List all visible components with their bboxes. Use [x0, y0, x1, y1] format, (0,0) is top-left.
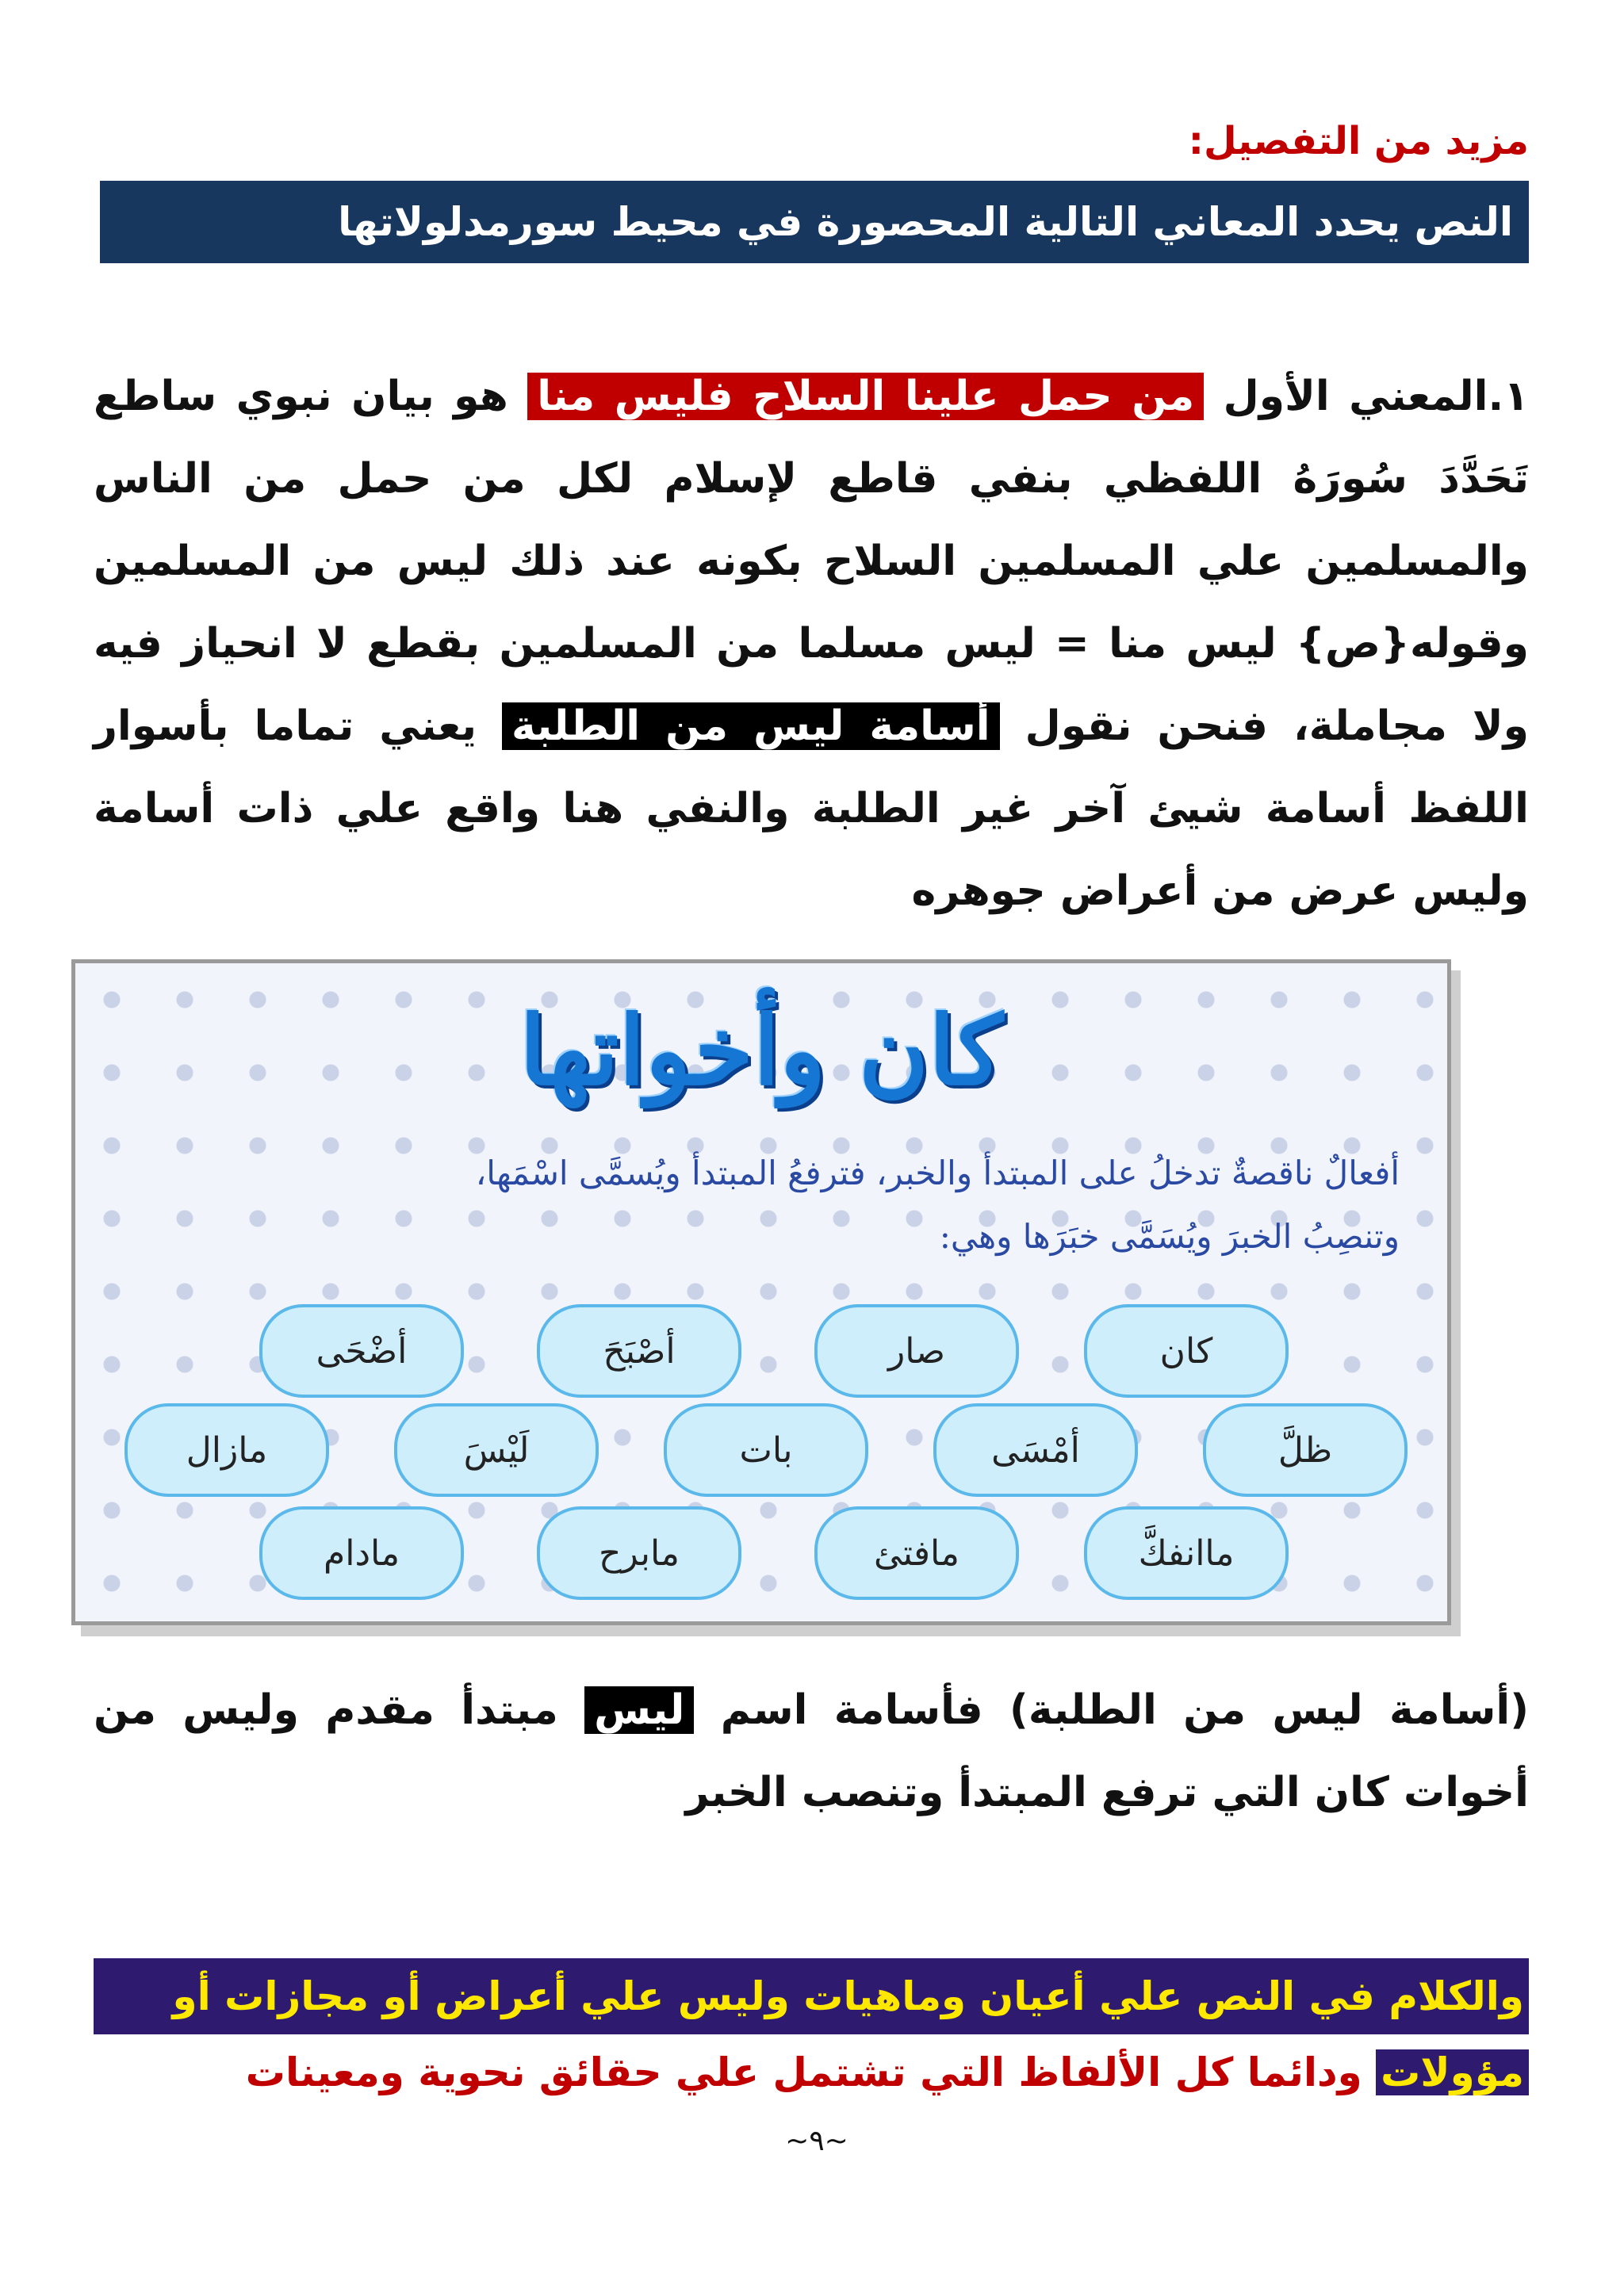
laysa-highlight: ليس: [584, 1686, 694, 1734]
para3-line2: [94, 2034, 1529, 2110]
para3-line1: والكلام في النص علي أعيان وماهيات وليس علي أعراض أو مجازات أو: [94, 1958, 1529, 2034]
page-number: ~٩~: [785, 2125, 848, 2157]
verb-cloud: لَيْسَ: [394, 1403, 599, 1497]
verb-cloud: أصْبَحَ: [537, 1304, 741, 1398]
figure-definition-line2: وتنصِبُ الخبرَ ويُسَمَّى خبَرَها وهي:: [939, 1217, 1400, 1256]
verb-cloud: أضْحَى: [259, 1304, 464, 1398]
verb-cloud: مازال: [124, 1403, 329, 1497]
figure-definition-line1: أفعالٌ ناقصةٌ تدخلُ على المبتدأ والخبر، فترفعُ المبتدأ ويُسمَّى اسْمَها،: [475, 1154, 1400, 1192]
para2-before: (أسامة ليس من الطلبة) فأسامة اسم: [694, 1686, 1529, 1734]
section-heading: مزيد من التفصيل:: [1188, 119, 1529, 163]
verb-cloud: مادام: [259, 1506, 464, 1600]
paragraph-2: [94, 1669, 1529, 1834]
figure-title: كان وأخواتها: [519, 995, 1003, 1107]
verb-cloud: صار: [814, 1304, 1019, 1398]
subtitle-banner: [100, 181, 1529, 263]
verb-cloud: كان: [1084, 1304, 1289, 1398]
verb-cloud: ماانفكَّ: [1084, 1506, 1289, 1600]
example-highlight: أسامة ليس من الطلبة: [502, 702, 1000, 750]
verb-cloud: بات: [664, 1403, 868, 1497]
verb-cloud: ظلَّ: [1203, 1403, 1408, 1497]
kana-sisters-figure: [71, 959, 1451, 1625]
verb-cloud: مابرح: [537, 1506, 741, 1600]
para1-middle: هو بيان نبوي ساطع تَحَدَّدَ سُورَهُ اللفظي بنفي قاطع لإسلام لكل من حمل من الناس والمسلمين علي المسلمين السلاح بكونه عند ذلك ليس من المسلمين وقوله{ص} ليس منا = ليس مسلما من المسلمين بقطع لا انحياز فيه ولا مجاملة، فنحن نقول: [94, 373, 1529, 750]
hadith-highlight: من حمل علينا السلاح فليس منا: [527, 373, 1204, 420]
paragraph-3: [94, 1958, 1529, 2110]
para1-after: يعني تماما بأسوار اللفظ أسامة شيئ آخر غير الطلبة والنفي هنا واقع علي ذات أسامة وليس عرض من أعراض جوهره: [94, 702, 1529, 915]
subtitle-text: النص يحدد المعاني التالية المحصورة في محيط سورمدلولاتها: [338, 199, 1513, 245]
para1-before: ١.المعني الأول: [1204, 373, 1529, 420]
para2-after: مبتدأ مقدم وليس من أخوات كان التي ترفع المبتدأ وتنصب الخبر: [94, 1686, 1529, 1816]
verb-cloud: مافتئ: [814, 1506, 1019, 1600]
verb-cloud: أمْسَى: [933, 1403, 1138, 1497]
muawwalat-highlight: مؤولات: [1376, 2049, 1529, 2095]
para3-line2-rest: ودائما كل الألفاظ التي تشتمل علي حقائق نحوية ومعينات: [245, 2049, 1377, 2095]
paragraph-1: [94, 355, 1529, 932]
